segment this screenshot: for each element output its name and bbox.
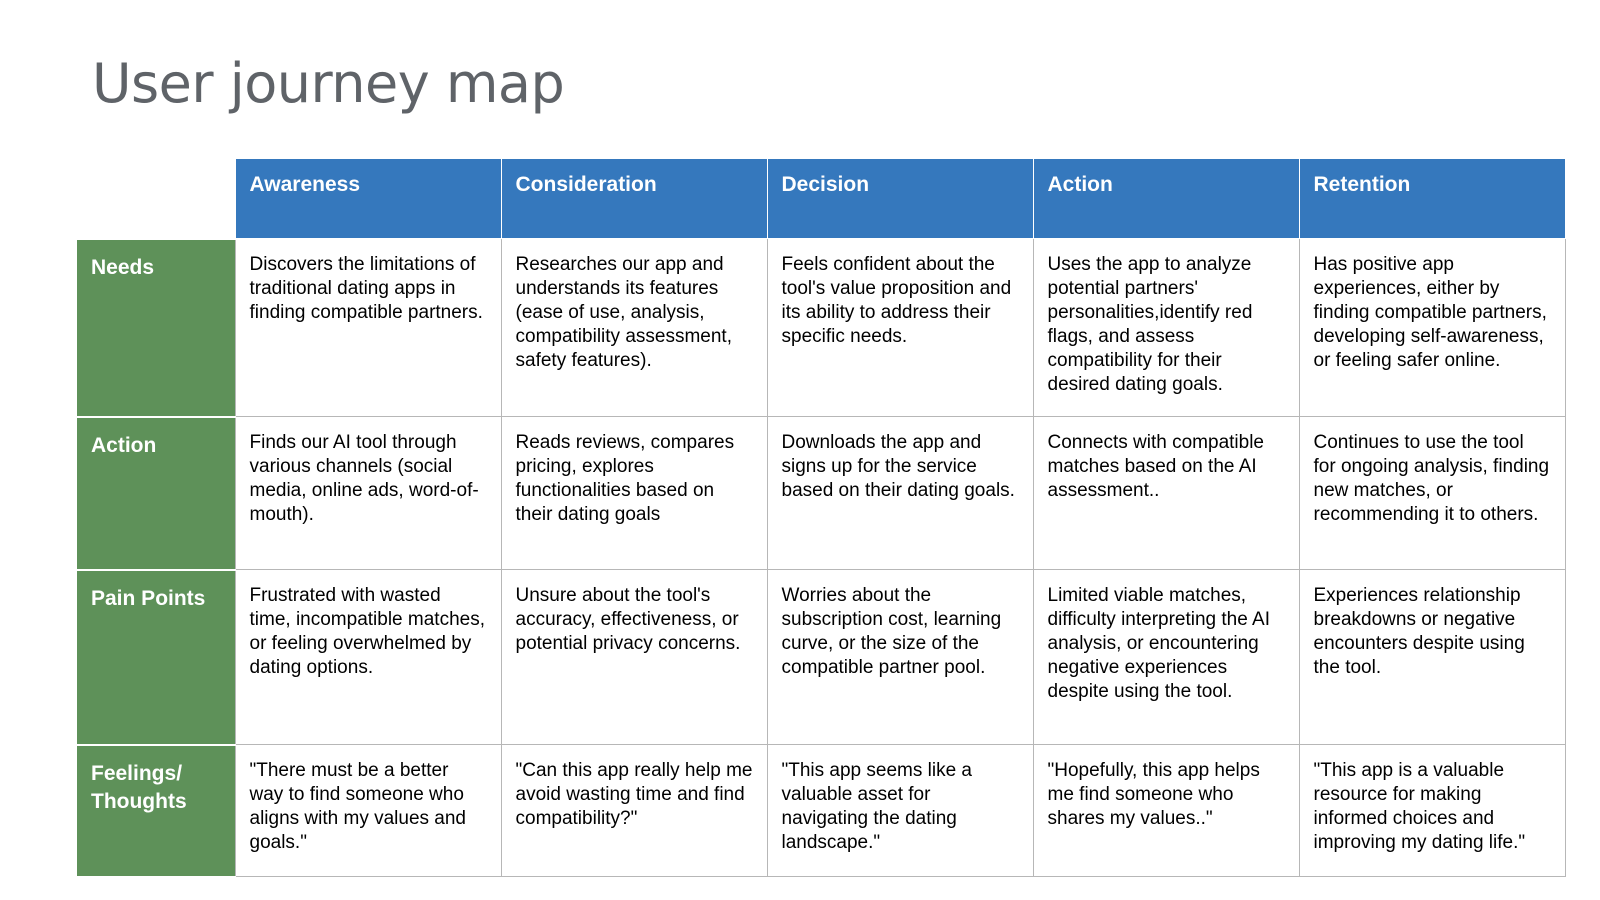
row-header-feelings-thoughts: Feelings/ Thoughts — [77, 745, 235, 877]
cell-needs-awareness: Discovers the limitations of traditional dating apps in finding compatible partners. — [235, 239, 501, 417]
cell-needs-retention: Has positive app experiences, either by finding compatible partners, developing self-awareness, or feeling safer online. — [1299, 239, 1565, 417]
row-header-action: Action — [77, 417, 235, 570]
cell-pain-retention: Experiences relationship breakdowns or negative encounters despite using the tool. — [1299, 570, 1565, 745]
journey-table — [77, 158, 1566, 878]
cell-needs-action: Uses the app to analyze potential partners' personalities,identify red flags, and assess compatibility for their desired dating goals. — [1033, 239, 1299, 417]
stage-header-action: Action — [1033, 159, 1299, 239]
row-action — [77, 417, 1565, 570]
cell-pain-awareness: Frustrated with wasted time, incompatible matches, or feeling overwhelmed by dating options. — [235, 570, 501, 745]
cell-feelings-consideration: "Can this app really help me avoid wasting time and find compatibility?" — [501, 745, 767, 877]
cell-feelings-retention: "This app is a valuable resource for making informed choices and improving my dating life." — [1299, 745, 1565, 877]
row-needs — [77, 239, 1565, 417]
cell-pain-action: Limited viable matches, difficulty interpreting the AI analysis, or encountering negative experiences despite using the tool. — [1033, 570, 1299, 745]
stage-header-consideration: Consideration — [501, 159, 767, 239]
stage-header-row — [77, 159, 1565, 239]
row-feelings-thoughts — [77, 745, 1565, 877]
row-header-needs: Needs — [77, 239, 235, 417]
cell-action-decision: Downloads the app and signs up for the service based on their dating goals. — [767, 417, 1033, 570]
cell-pain-consideration: Unsure about the tool's accuracy, effectiveness, or potential privacy concerns. — [501, 570, 767, 745]
stage-header-decision: Decision — [767, 159, 1033, 239]
cell-needs-consideration: Researches our app and understands its features (ease of use, analysis, compatibility assessment, safety features). — [501, 239, 767, 417]
stage-header-retention: Retention — [1299, 159, 1565, 239]
cell-feelings-awareness: "There must be a better way to find someone who aligns with my values and goals." — [235, 745, 501, 877]
corner-cell — [77, 159, 235, 239]
cell-action-consideration: Reads reviews, compares pricing, explores functionalities based on their dating goals — [501, 417, 767, 570]
stage-header-awareness: Awareness — [235, 159, 501, 239]
cell-action-awareness: Finds our AI tool through various channels (social media, online ads, word-of-mouth). — [235, 417, 501, 570]
row-header-pain-points: Pain Points — [77, 570, 235, 745]
cell-needs-decision: Feels confident about the tool's value proposition and its ability to address their specific needs. — [767, 239, 1033, 417]
cell-pain-decision: Worries about the subscription cost, learning curve, or the size of the compatible partner pool. — [767, 570, 1033, 745]
cell-feelings-action: "Hopefully, this app helps me find someone who shares my values.." — [1033, 745, 1299, 877]
cell-feelings-decision: "This app seems like a valuable asset for navigating the dating landscape." — [767, 745, 1033, 877]
cell-action-action: Connects with compatible matches based on the AI assessment.. — [1033, 417, 1299, 570]
row-pain-points — [77, 570, 1565, 745]
page-title: User journey map — [92, 52, 565, 115]
cell-action-retention: Continues to use the tool for ongoing analysis, finding new matches, or recommending it to others. — [1299, 417, 1565, 570]
